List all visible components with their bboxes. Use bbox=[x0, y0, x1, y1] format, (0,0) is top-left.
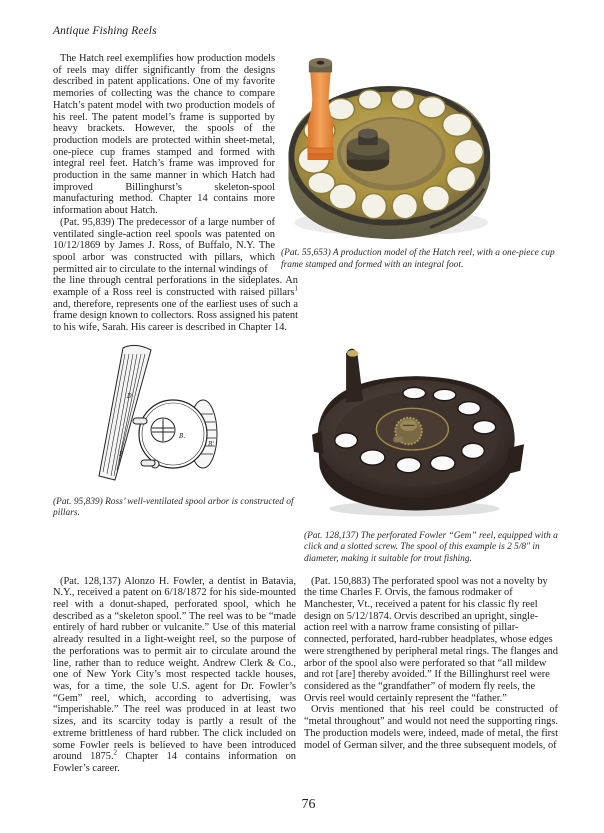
hatch-reel-photo bbox=[281, 53, 564, 248]
ross-patent-drawing bbox=[95, 342, 298, 487]
fowler-gem-reel-photo bbox=[304, 342, 564, 525]
footnote-ref-2[interactable]: 2 bbox=[113, 748, 118, 757]
top-section bbox=[53, 53, 564, 275]
paragraph-ross-end: and, therefore, represents one of the earliest uses of such a frame design known to collectors. Ross assigned his patent to his wife, Sarah. His career is described in Chapter 14. bbox=[53, 298, 299, 334]
hatch-reel-caption: (Pat. 55,653) A production model of the Hatch reel, with a one-piece cup frame stamped and formed with an integral foot. bbox=[281, 248, 555, 270]
right-column-bottom bbox=[304, 576, 558, 752]
drawing-label-b-prime: B' bbox=[208, 440, 215, 448]
bottom-section bbox=[53, 576, 564, 775]
drawing-label-f: F bbox=[119, 450, 124, 458]
ross-drawing-caption: (Pat. 95,839) Ross’ well-ventilated spool arbor is constructed of pillars. bbox=[53, 496, 294, 519]
running-head: Antique Fishing Reels bbox=[53, 25, 157, 37]
left-column-bottom bbox=[53, 576, 296, 775]
paragraph-fowler bbox=[53, 576, 296, 775]
drawing-label-b: B. bbox=[179, 432, 186, 440]
paragraph-orvis: (Pat. 150,883) The perforated spool was not a novelty by the time Charles F. Orvis, the famous rodmaker of Manchester, Vt., received a patent for his classic fly reel design on 5/12/1874. Orvis described an upright, single-action reel with a narrow frame consisting of pillar-connected, perforated, hard-rubber headplates, whose edges were strengthened by peripheral metal rings. The flanges and arbor of the spool also were perforated so that “all mildew and rot [are] thereby avoided.” If the Billinghurst reel were considered as the “grandfather” of modern fly reels, the Orvis reel would certainly represent the “father.” bbox=[304, 575, 558, 704]
ross-figure bbox=[53, 342, 298, 520]
drawing-label-d: D bbox=[127, 392, 132, 400]
fowler-reel-image bbox=[304, 342, 534, 520]
hatch-reel-image bbox=[281, 53, 517, 243]
paragraph-hatch: The Hatch reel exemplifies how production models of reels may differ significantly from the designs described in patent applications. One of my favorite memories of collecting was the chance to compare Hatch’s patent model with two production models of his reel. The patent model’s frame is supported by heavy brackets. However, the spools of the production models are protected within sheet-metal, one-piece cup frames stamped and formed with integral reel feet. Hatch’s frame was improved for production in the same manner in which Hatch had improved Billinghurst’s skeleton-spool manufacturing method. Chapter 14 contains more information about Hatch. bbox=[53, 53, 275, 217]
footnote-ref-1[interactable]: 1 bbox=[294, 284, 298, 293]
paragraph-orvis-metal: Orvis mentioned that his reel could be constructed of “metal throughout” and would not need the supporting rings. The production models were, indeed, made of metal, the first model of German silver, and the three subsequent models, of bbox=[304, 704, 558, 751]
paragraph-fowler-end: Chapter 14 contains information on Fowler’s career. bbox=[53, 751, 296, 774]
middle-section bbox=[53, 342, 564, 566]
fowler-figure bbox=[304, 342, 564, 566]
paragraph-ross-start: (Pat. 95,839) The predecessor of a large number of ventilated single-action reel spools was patented on 10/12/1869 by James J. Ross, of Buffalo, N.Y. The spool arbor was constructed with pillars, which permitted air to circulate to the internal windings of bbox=[53, 216, 275, 275]
left-column-top bbox=[53, 53, 275, 275]
page-number: 76 bbox=[301, 796, 316, 812]
paragraph-ross-continued: the line through central perforations in the sideplates. An example of a Ross reel is constructed with raised pillars bbox=[53, 275, 298, 299]
ross-drawing-image bbox=[95, 342, 225, 482]
left-column-wide bbox=[53, 275, 298, 334]
fowler-reel-caption: (Pat. 128,137) The perforated Fowler “Gem” reel, equipped with a click and a slotted screw. The spool of this example is 2 5/8" in diameter, making it suitable for trout fishing. bbox=[304, 530, 558, 565]
paragraph-fowler-text: (Pat. 128,137) Alonzo H. Fowler, a dentist in Batavia, N.Y., received a patent on 6/18/1872 for his side-mounted reel with a donut-shaped, perforated spool, which he described as a “skeleton spool.” The reel was to be “made entirely of hard rubber or vulcanite.” Use of this material already resulted in a light-weight reel, so the purpose of the perforations was to permit air to circulate around the line, rather than to reduce weight. Andrew Clerk & Co., one of New York City’s most respected tackle houses, was, for a time, the sole U.S. agent for Dr. Fowler’s “Gem” reel, which, according to advertising, was “imperishable.” The reel was produced in at least two sizes, and its scarcity today is partly a result of the extreme brittleness of hard rubber. The click included on some Fowler reels is believed to have been introduced around 1875. bbox=[53, 575, 296, 763]
hatch-figure bbox=[281, 53, 564, 271]
